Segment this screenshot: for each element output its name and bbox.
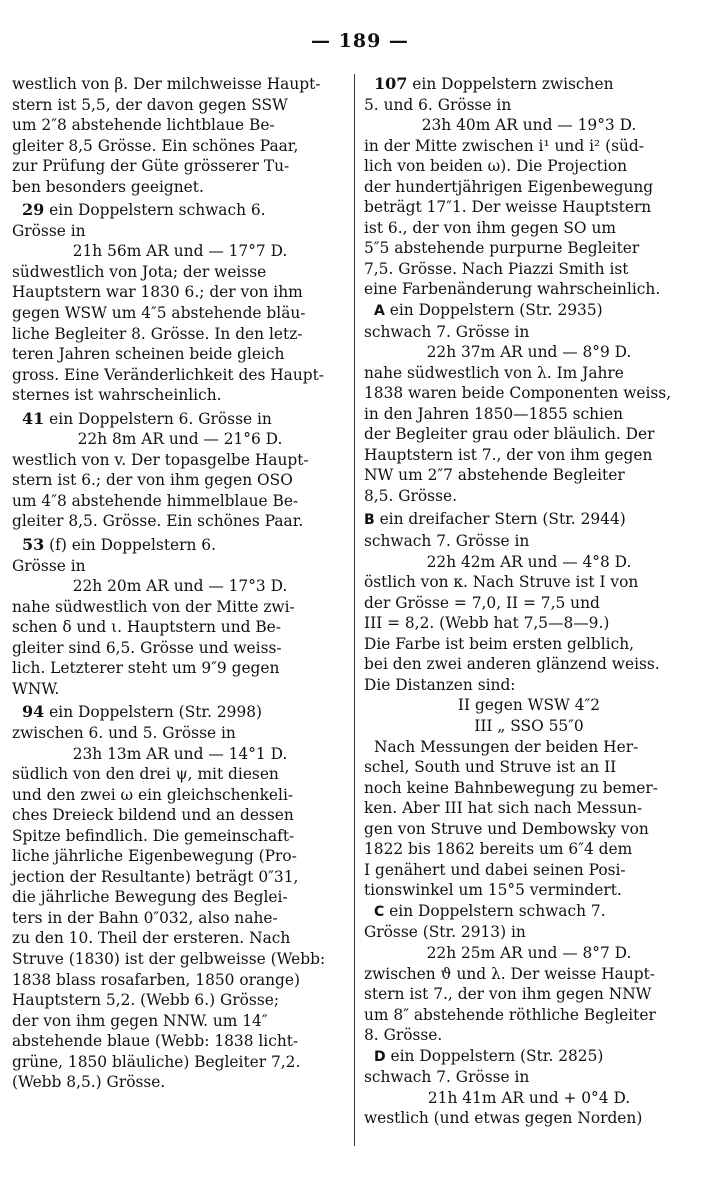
text-line: ches Dreieck bildend und an dessen	[12, 806, 294, 825]
text-line: 5. und 6. Grösse in	[364, 95, 512, 114]
text-line: nahe südwestlich von λ. Im Jahre	[364, 363, 624, 382]
text-line: zur Prüfung der Güte grösserer Tu-	[12, 157, 290, 176]
text-line: Die Farbe ist beim ersten gelblich,	[364, 634, 635, 653]
text-line: 5″5 abstehende purpurne Begleiter	[364, 239, 640, 258]
coordinates-line: 22h 37m AR und — 8°9 D.	[426, 343, 632, 362]
coordinates-line: 22h 20m AR und — 17°3 D.	[72, 577, 288, 596]
text-line: noch keine Bahnbewegung zu bemer-	[364, 778, 658, 797]
text-line: stern ist 6.; der von ihm gegen OSO	[12, 471, 293, 490]
text-line: 1838 waren beide Componenten weiss,	[364, 384, 672, 403]
entry-number: A	[374, 303, 385, 320]
text-line: jection der Resultante) beträgt 0″31,	[12, 867, 299, 886]
distance-line: II gegen WSW 4″2	[457, 696, 601, 715]
text-line: lich. Letzterer steht um 9″9 gegen	[12, 659, 280, 678]
text-line: schwach 7. Grösse in	[364, 1068, 530, 1087]
text-line: östlich von κ. Nach Struve ist I von	[364, 573, 639, 592]
text-line: nahe südwestlich von der Mitte zwi-	[12, 597, 295, 616]
coordinates-line: 21h 56m AR und — 17°7 D.	[72, 242, 288, 261]
text-line: schen δ und ι. Hauptstern und Be-	[12, 618, 281, 637]
text-line: der Grösse = 7,0, II = 7,5 und	[364, 593, 600, 612]
text-line: zu den 10. Theil der ersteren. Nach	[12, 929, 291, 948]
text-line: gegen WSW um 4″5 abstehende bläu-	[12, 304, 306, 323]
text-line: gen von Struve und Dembowsky von	[364, 819, 649, 838]
entry-heading: 107 ein Doppelstern zwischen	[374, 74, 614, 93]
text-line: teren Jahren scheinen beide gleich	[12, 345, 285, 364]
text-line: 1838 blass rosafarben, 1850 orange)	[12, 970, 301, 989]
text-line: westlich von β. Der milchweisse Haupt-	[12, 75, 321, 93]
text-line: 1822 bis 1862 bereits um 6″4 dem	[364, 840, 633, 859]
entry-number: 29	[22, 200, 45, 220]
entry-heading: B ein dreifacher Stern (Str. 2944)	[364, 510, 626, 529]
text-line: 8. Grösse.	[364, 1026, 443, 1045]
entry-number: D	[374, 1048, 386, 1065]
text-line: tionswinkel um 15°5 vermindert.	[364, 881, 622, 900]
coordinates-line: 23h 13m AR und — 14°1 D.	[72, 744, 288, 763]
text-line: NW um 2″7 abstehende Begleiter	[364, 466, 625, 485]
text-line: zwischen ϑ und λ. Der weisse Haupt-	[364, 964, 655, 983]
text-line: Die Distanzen sind:	[364, 675, 516, 694]
text-line: Struve (1830) ist der gelbweisse (Webb:	[12, 949, 326, 968]
coordinates-line: 22h 42m AR und — 4°8 D.	[426, 552, 632, 571]
page-number: — 189 —	[311, 30, 409, 52]
entry-heading: 29 ein Doppelstern schwach 6.	[22, 200, 266, 220]
coordinates-line: 22h 8m AR und — 21°6 D.	[77, 430, 283, 449]
entry-number: 53	[22, 535, 45, 555]
text-line: gleiter 8,5 Grösse. Ein schönes Paar,	[12, 136, 299, 155]
entry-number: 94	[22, 702, 45, 722]
text-line: sternes ist wahrscheinlich.	[12, 386, 222, 405]
text-line: um 2″8 abstehende lichtblaue Be-	[12, 116, 275, 135]
text-line: Hauptstern ist 7., der von ihm gegen	[364, 445, 653, 464]
entry-heading: A ein Doppelstern (Str. 2935)	[374, 301, 603, 320]
entry-heading: 53 (f) ein Doppelstern 6.	[22, 535, 216, 555]
text-line: um 8″ abstehende röthliche Begleiter	[364, 1005, 656, 1024]
text-line: gleiter 8,5. Grösse. Ein schönes Paar.	[12, 512, 304, 531]
entry-heading: 41 ein Doppelstern 6. Grösse in	[22, 408, 272, 428]
text-line: um 4″8 abstehende himmelblaue Be-	[12, 491, 299, 510]
text-line: lich von beiden ω). Die Projection	[364, 157, 628, 176]
text-line: schel, South und Struve ist an II	[364, 758, 617, 777]
coordinates-line: 22h 25m AR und — 8°7 D.	[426, 943, 632, 962]
text-line: 7,5. Grösse. Nach Piazzi Smith ist	[364, 259, 629, 278]
text-line: gross. Eine Veränderlichkeit des Haupt-	[12, 365, 325, 384]
text-line: Grösse in	[12, 221, 86, 240]
distance-line: III „ SSO 55″0	[474, 716, 584, 735]
text-line: WNW.	[12, 679, 60, 698]
text-line: 8,5. Grösse.	[364, 486, 457, 505]
text-line: Grösse in	[12, 556, 86, 575]
text-line: Hauptstern 5,2. (Webb 6.) Grösse;	[12, 991, 280, 1010]
text-line: in der Mitte zwischen i¹ und i² (süd-	[364, 136, 644, 155]
text-line: liche Begleiter 8. Grösse. In den letz-	[12, 324, 303, 343]
text-line: in den Jahren 1850—1855 schien	[364, 404, 624, 423]
text-line: Grösse (Str. 2913) in	[364, 923, 526, 942]
text-line: zwischen 6. und 5. Grösse in	[12, 723, 236, 742]
text-line: südwestlich von Jota; der weisse	[12, 262, 267, 281]
text-line: I genähert und dabei seinen Posi-	[364, 860, 626, 879]
entry-heading: C ein Doppelstern schwach 7.	[374, 901, 606, 920]
text-line: bei den zwei anderen glänzend weiss.	[364, 655, 660, 674]
text-line: der von ihm gegen NNW. um 14″	[12, 1011, 268, 1030]
text-line: ben besonders geeignet.	[12, 177, 204, 196]
text-line: stern ist 5,5, der davon gegen SSW	[12, 95, 288, 114]
entry-number: B	[364, 512, 375, 529]
right-column	[364, 74, 694, 1129]
text-line: der hundertjährigen Eigenbewegung	[364, 177, 654, 196]
text-line: Nach Messungen der beiden Her-	[374, 737, 639, 756]
text-line: gleiter sind 6,5. Grösse und weiss-	[12, 638, 282, 657]
text-line: ters in der Bahn 0″032, also nahe-	[12, 908, 278, 927]
text-line: ken. Aber III hat sich nach Messun-	[364, 799, 643, 818]
text-line: ist 6., der von ihm gegen SO um	[364, 218, 616, 237]
text-line: liche jährliche Eigenbewegung (Pro-	[12, 847, 297, 866]
text-line: III = 8,2. (Webb hat 7,5—8—9.)	[364, 614, 610, 633]
text-line: Hauptstern war 1830 6.; der von ihm	[12, 283, 303, 302]
entry-heading: 94 ein Doppelstern (Str. 2998)	[22, 702, 263, 722]
coordinates-line: 23h 40m AR und — 19°3 D.	[421, 116, 637, 135]
left-column	[12, 74, 348, 1093]
text-line: abstehende blaue (Webb: 1838 licht-	[12, 1032, 299, 1051]
entry-heading: D ein Doppelstern (Str. 2825)	[374, 1046, 604, 1065]
text-line: eine Farbenänderung wahrscheinlich.	[364, 280, 661, 299]
text-line: die jährliche Bewegung des Beglei-	[12, 888, 288, 907]
text-line: und den zwei ω ein gleichschenkeli-	[12, 785, 294, 804]
entry-number: 41	[22, 408, 45, 428]
column-divider	[354, 74, 355, 1146]
text-line: Spitze befindlich. Die gemeinschaft-	[12, 826, 295, 845]
text-line: beträgt 17″1. Der weisse Hauptstern	[364, 198, 652, 217]
text-line: westlich (und etwas gegen Norden)	[364, 1109, 643, 1128]
text-line: der Begleiter grau oder bläulich. Der	[364, 425, 655, 444]
entry-number: 107	[374, 74, 408, 93]
coordinates-line: 21h 41m AR und + 0°4 D.	[427, 1088, 631, 1107]
text-line: grüne, 1850 bläuliche) Begleiter 7,2.	[12, 1052, 301, 1071]
text-line: stern ist 7., der von ihm gegen NNW	[364, 985, 652, 1004]
entry-number: C	[374, 903, 385, 920]
text-line: schwach 7. Grösse in	[364, 322, 530, 341]
text-line: schwach 7. Grösse in	[364, 532, 530, 551]
text-line: westlich von v. Der topasgelbe Haupt-	[12, 450, 309, 469]
text-line: (Webb 8,5.) Grösse.	[12, 1073, 166, 1092]
text-line: südlich von den drei ψ, mit diesen	[12, 765, 279, 784]
